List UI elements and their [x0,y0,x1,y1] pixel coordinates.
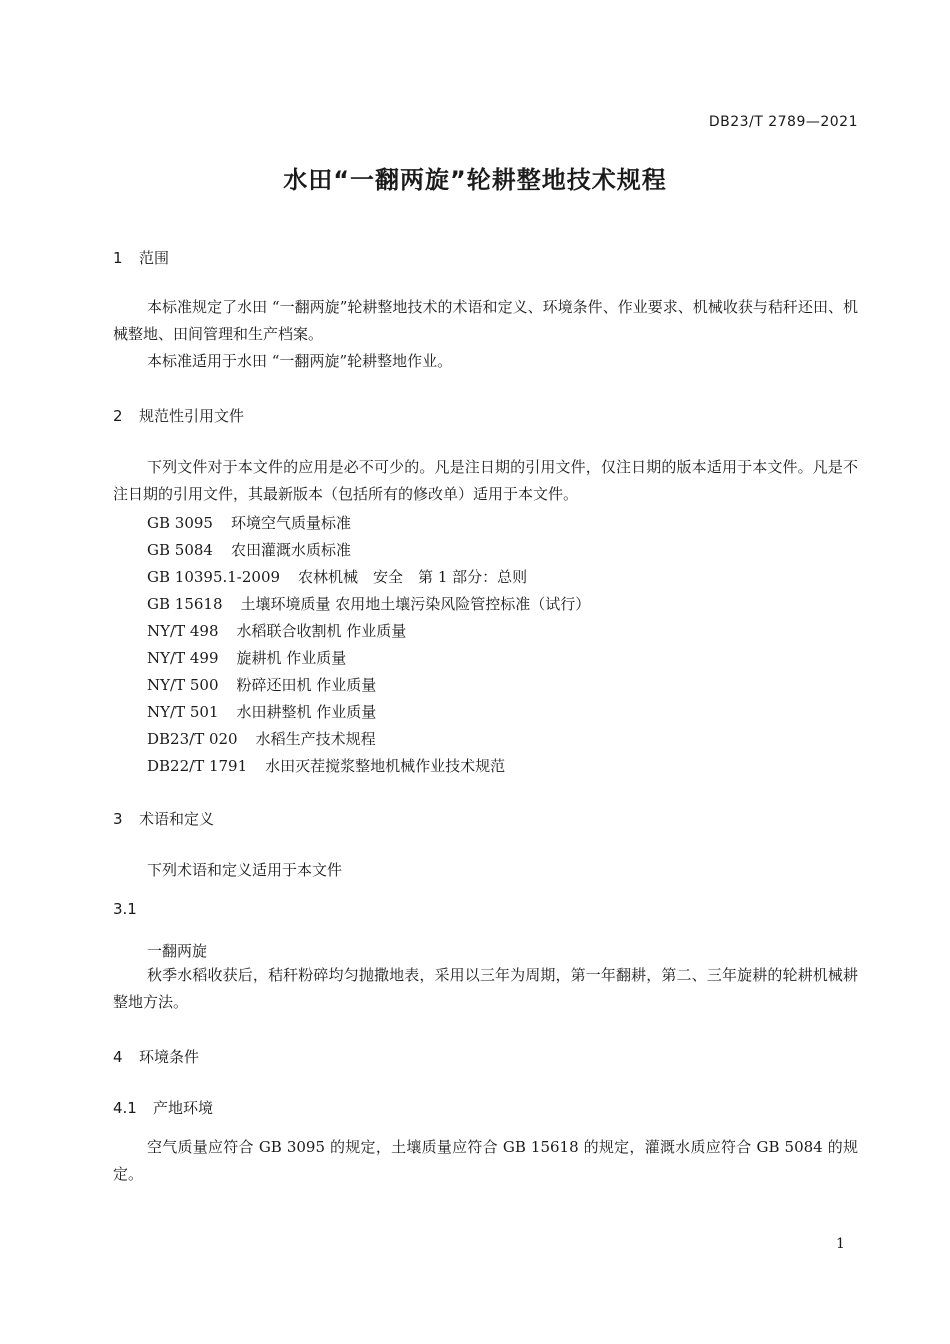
reference-code: NY/T 500 [147,676,219,694]
reference-code: GB 10395.1-2009 [147,568,281,586]
reference-code: DB22/T 1791 [147,757,248,775]
reference-item [147,593,590,614]
reference-item [147,566,527,587]
section-number: 1 [113,249,123,267]
reference-item [147,674,376,695]
terms-intro-line: 下列术语和定义适用于本文件 [147,861,343,879]
reference-title: 水田耕整机 作业质量 [236,703,377,721]
reference-item [147,620,406,641]
reference-title: 旋耕机 作业质量 [236,649,347,667]
reference-item [147,755,505,776]
reference-code: GB 3095 [147,514,213,532]
term-definition: 秋季水稻收获后，秸秆粉碎均匀抛撒地表，采用以三年为周期，第一年翻耕，第二、三年旋耕的轮耕机械耕整地方法。 [113,966,858,1011]
subsection-number: 4.1 [113,1099,137,1117]
section-title: 范围 [139,249,170,267]
reference-title: 农林机械 安全 第 1 部分：总则 [298,568,528,586]
subsection-number: 3.1 [113,900,137,918]
section-title: 规范性引用文件 [139,407,245,425]
reference-title: 水稻生产技术规程 [255,730,376,748]
reference-item [147,512,351,533]
subsection-heading-production-environment [113,1097,213,1118]
section-title: 术语和定义 [139,810,215,828]
reference-item [147,647,346,668]
reference-title: 土壤环境质量 农用地土壤污染风险管控标准（试行） [240,595,591,613]
reference-code: DB23/T 020 [147,730,238,748]
section-heading-terms-and-definitions [113,808,214,829]
document-title: 水田“一翻两旋”轮耕整地技术规程 [283,166,667,194]
reference-title: 环境空气质量标准 [230,514,351,532]
section-heading-normative-references [113,405,244,426]
section-heading-environmental-conditions [113,1046,199,1067]
page-number: 1 [836,1236,845,1252]
reference-title: 粉碎还田机 作业质量 [236,676,377,694]
scope-paragraph-2: 本标准适用于水田 “一翻两旋”轮耕整地作业。 [147,352,453,370]
reference-item [147,701,376,722]
reference-code: NY/T 501 [147,703,219,721]
reference-code: GB 15618 [147,595,223,613]
scope-paragraph-1: 本标准规定了水田 “一翻两旋”轮耕整地技术的术语和定义、环境条件、作业要求、机械收获与秸秆还田、机械整地、田间管理和生产档案。 [113,298,858,343]
reference-code: NY/T 499 [147,649,219,667]
reference-item [147,728,376,749]
section-number: 2 [113,407,123,425]
subsection-title: 产地环境 [153,1099,214,1117]
reference-code: NY/T 498 [147,622,219,640]
reference-title: 农田灌溉水质标准 [230,541,351,559]
section-number: 3 [113,810,123,828]
reference-code: GB 5084 [147,541,213,559]
document-code: DB23/T 2789—2021 [708,114,858,130]
reference-title: 水稻联合收割机 作业质量 [236,622,407,640]
reference-title: 水田灭茬搅浆整地机械作业技术规范 [265,757,506,775]
section-heading-scope [113,247,169,268]
references-intro-paragraph: 下列文件对于本文件的应用是必不可少的。凡是注日期的引用文件，仅注日期的版本适用于本文件。凡是不注日期的引用文件，其最新版本（包括所有的修改单）适用于本文件。 [113,458,858,503]
section-title: 环境条件 [139,1048,200,1066]
reference-item [147,539,351,560]
section-number: 4 [113,1048,123,1066]
production-environment-paragraph: 空气质量应符合 GB 3095 的规定，土壤质量应符合 GB 15618 的规定，灌溉水质应符合 GB 5084 的规定。 [113,1138,858,1183]
term-name: 一翻两旋 [147,942,208,960]
